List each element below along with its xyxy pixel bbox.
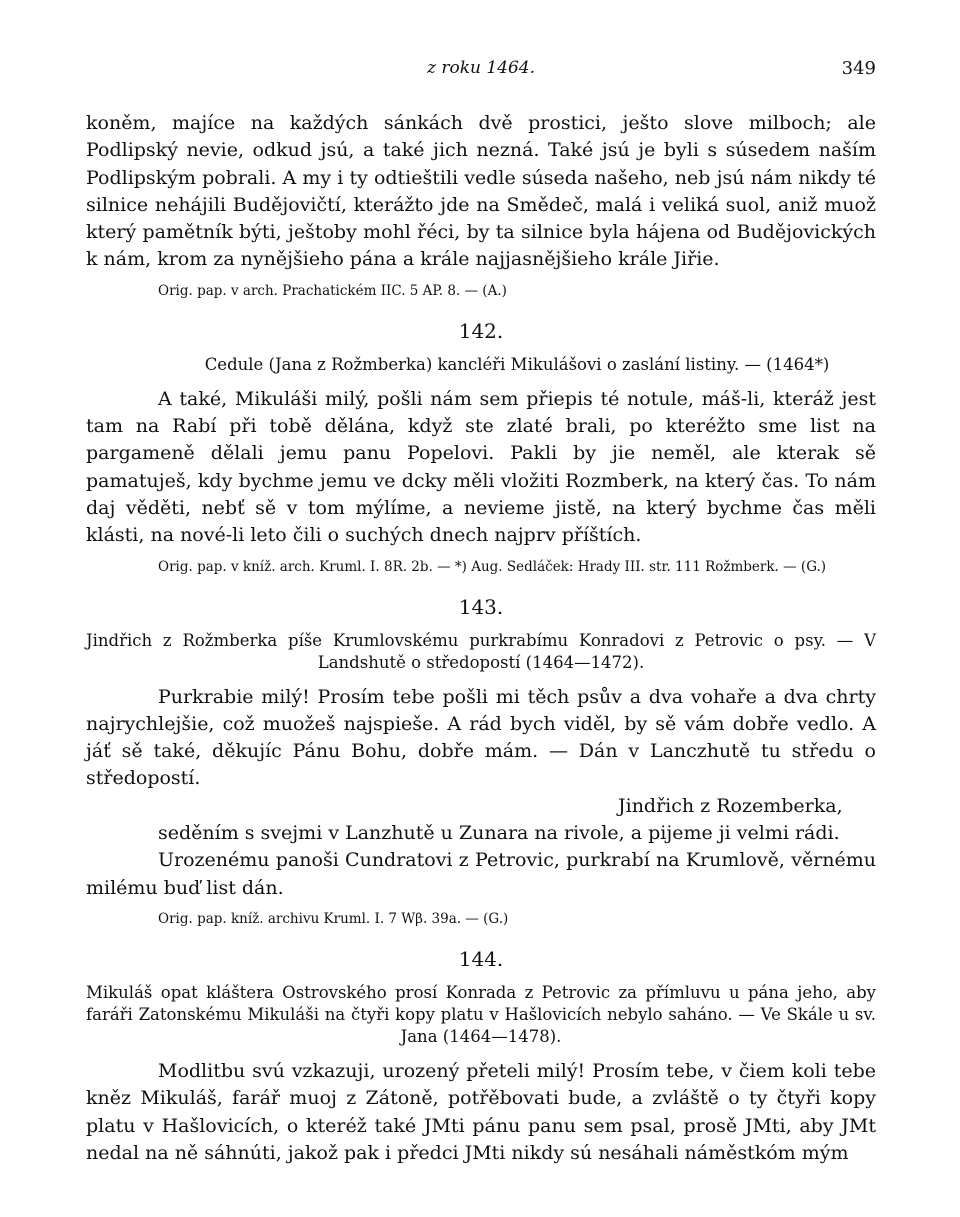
- document-heading-144: Mikuláš opat kláštera Ostrovského prosí Konrada z Petrovic za přímluvu u pána jeho, aby faráři Zatonskému Mikuláši na čtyři kopy platu v Hašlovicích nebylo saháno. — Ve Skále u sv. Jana (1464—1478).: [86, 982, 876, 1046]
- document-signature-143: Jindřich z Rozemberka,: [618, 794, 843, 817]
- intro-source-note: Orig. pap. v arch. Prachatickém IIC. 5 AP. 8. — (A.): [158, 282, 507, 299]
- document-number-142: 142.: [458, 318, 504, 343]
- document-postscript-143: seděním s svejmi v Lanzhutě u Zunara na rivole, a pijeme ji velmi rádi.: [158, 822, 840, 845]
- document-address-143: Urozenému panoši Cundratovi z Petrovic, purkrabí na Krumlově, věrnému milému buď list dán.: [86, 849, 876, 899]
- page-number: 349: [841, 58, 876, 79]
- running-head: [86, 58, 876, 88]
- document-number-143: 143.: [458, 594, 504, 619]
- document-text-144: Modlitbu svú vzkazuji, urozený přeteli milý! Prosím tebe, v čiem koli tebe kněz Mikuláš, farář muoj z Zátoně, potřěbovati bude, a zvláště o ty čtyři kopy platu v Hašlovicích, o kteréž také JMti pánu panu sem psal, prosě JMti, aby JMt nedal na ně sáhnúti, jakož pak i předci JMti nikdy sú nesáhali náměstkóm mým: [86, 1059, 876, 1164]
- document-heading-143: Jindřich z Rožmberka píše Krumlovskému purkrabímu Konradovi z Petrovic o psy. — V Landshutě o středopostí (1464—1472).: [86, 630, 876, 672]
- intro-paragraph: koněm, majíce na každých sánkách dvě prostici, ješto slove milboch; ale Podlipský nevie, odkud jsú, a také jich nezná. Také jsú je byli s súsedem naším Podlipským pobrali. A my i ty odtieštili vedle súseda našeho, neb jsú nám nikdy té silnice nehájili Budějovičtí, kterážto jde na Smědeč, malá i veliká suol, aniž muož který pamětník býti, ještoby mohl řéci, by ta silnice byla hájena od Budějovických k nám, krom za nynějšieho pána a krále najjasnějšieho krále Jiřie.: [86, 112, 876, 271]
- document-text-143: Purkrabie milý! Prosím tebe pošli mi těch psův a dva vohaře a dva chrty najrychlejšie, což muožeš najspieše. A rád bych viděl, by sě vám dobře vedlo. A jáť sě také, děkujíc Pánu Bohu, dobře mám. — Dán v Lanczhutě tu středu o středopostí.: [86, 685, 876, 790]
- document-heading-142: Cedule (Jana z Rožmberka) kancléři Mikulášovi o zaslání listiny. — (1464*): [204, 354, 830, 374]
- document-number-144: 144.: [458, 946, 504, 971]
- document-source-143: Orig. pap. kníž. archivu Kruml. I. 7 Wβ. 39a. — (G.): [158, 910, 509, 927]
- running-head-title: z roku 1464.: [426, 58, 536, 78]
- document-text-142: A také, Mikuláši milý, pošli nám sem přiepis té notule, máš-li, kteráž jest tam na Rabí při tobě dělána, když ste zlaté brali, po kteréžto sme list na pargameně dělali jemu panu Popelovi. Pakli by jie neměl, ale kterak sě pamatuješ, kdy bychme jemu ve dcky měli vložiti Rozmberk, na který čas. To nám daj věděti, nebť sě v tom mýlíme, a nevieme jistě, na který bychme čas měli klásti, na nové-li leto čili o suchých dnech najprv příštích.: [86, 387, 876, 547]
- document-source-142: Orig. pap. v kníž. arch. Kruml. I. 8R. 2b. — *) Aug. Sedláček: Hrady III. str. 111 Rožmberk. — (G.): [158, 558, 827, 575]
